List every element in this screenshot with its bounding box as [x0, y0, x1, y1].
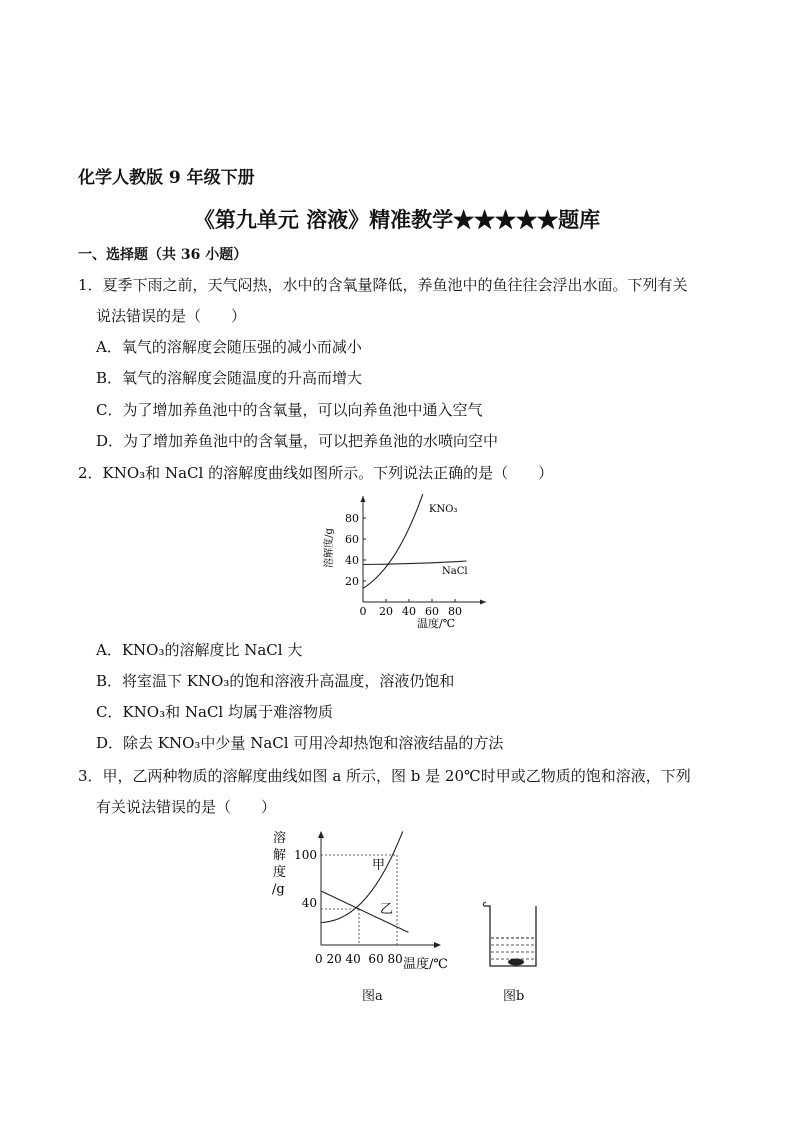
nacl-curve: [363, 561, 467, 565]
y-label-char-3: 度: [273, 865, 287, 880]
y-axis-arrow: [318, 831, 324, 838]
question-3-line-1: 3．甲，乙两种物质的溶解度曲线如图 a 所示，图 b 是 20℃时甲或乙物质的饱和溶液，下列: [78, 767, 691, 785]
y-tick-40: 40: [301, 896, 317, 910]
y-tick-label: 80: [345, 512, 359, 525]
kno3-curve: [363, 494, 423, 588]
question-2-line-1: 2．KNO₃和 NaCl 的溶解度曲线如图所示。下列说法正确的是（ ）: [78, 464, 554, 482]
y-axis-arrow: [361, 496, 366, 502]
question-1-option-c[interactable]: C．为了增加养鱼池中的含氧量，可以向养鱼池中通入空气: [96, 401, 483, 419]
jia-label: 甲: [372, 858, 386, 873]
y-tick-100: 100: [294, 848, 317, 862]
question-2-option-a[interactable]: A．KNO₃的溶解度比 NaCl 大: [96, 641, 303, 659]
question-1-line-1: 1．夏季下雨之前，天气闷热，水中的含氧量降低，养鱼池中的鱼往往会浮出水面。下列有关: [78, 276, 688, 294]
y-label-char-1: 溶: [273, 831, 287, 846]
section-heading: 一、选择题（共 36 小题）: [78, 247, 248, 263]
y-label-char-2: 解: [273, 848, 287, 863]
book-subtitle: 化学人教版 9 年级下册: [78, 168, 255, 188]
x-tick-label: 60: [425, 605, 439, 618]
yi-label: 乙: [380, 902, 394, 917]
kno3-label: KNO₃: [429, 504, 458, 515]
x-tick-label: 40: [402, 605, 416, 618]
question-2-option-c[interactable]: C．KNO₃和 NaCl 均属于难溶物质: [96, 703, 333, 721]
question-1-line-2: 说法错误的是（ ）: [96, 307, 247, 325]
figure-b-caption: 图b: [503, 989, 525, 1004]
undissolved-solid: [508, 959, 524, 966]
x-axis-arrow: [480, 600, 486, 605]
figure-a-caption: 图a: [362, 989, 383, 1004]
question-3-line-2: 有关说法错误的是（ ）: [96, 798, 277, 816]
beaker-outline: [484, 906, 536, 966]
solubility-chart-kno3-nacl: [318, 490, 498, 632]
y-axis-label: 溶解度/g: [324, 528, 335, 568]
x-axis-arrow: [434, 942, 441, 948]
x-ticks: 0 20 40 60 80: [315, 952, 403, 966]
question-1-option-a[interactable]: A．氧气的溶解度会随压强的减小而减小: [96, 338, 362, 356]
x-tick-label: 20: [379, 605, 393, 618]
solubility-chart-a: [265, 825, 465, 980]
question-2-option-b[interactable]: B．将室温下 KNO₃的饱和溶液升高温度，溶液仍饱和: [96, 672, 455, 690]
yi-curve: [321, 891, 408, 932]
x-axis-label: 温度/℃: [416, 617, 456, 630]
x-tick-label: 0: [359, 605, 367, 618]
y-tick-label: 20: [345, 575, 359, 588]
nacl-label: NaCl: [442, 566, 468, 577]
question-2-option-d[interactable]: D．除去 KNO₃中少量 NaCl 可用冷却热饱和溶液结晶的方法: [96, 734, 504, 752]
x-tick-label: 80: [448, 605, 462, 618]
y-tick-label: 40: [345, 554, 359, 567]
question-1-option-b[interactable]: B．氧气的溶解度会随温度的升高而增大: [96, 369, 363, 387]
x-axis-label: 温度/℃: [403, 957, 448, 972]
y-tick-label: 60: [345, 533, 359, 546]
beaker-figure-b: [478, 898, 548, 970]
y-label-char-4: /g: [272, 882, 285, 897]
page-title: 《第九单元 溶液》精准教学★★★★★题库: [193, 207, 601, 232]
question-1-option-d[interactable]: D．为了增加养鱼池中的含氧量，可以把养鱼池的水喷向空中: [96, 432, 499, 450]
